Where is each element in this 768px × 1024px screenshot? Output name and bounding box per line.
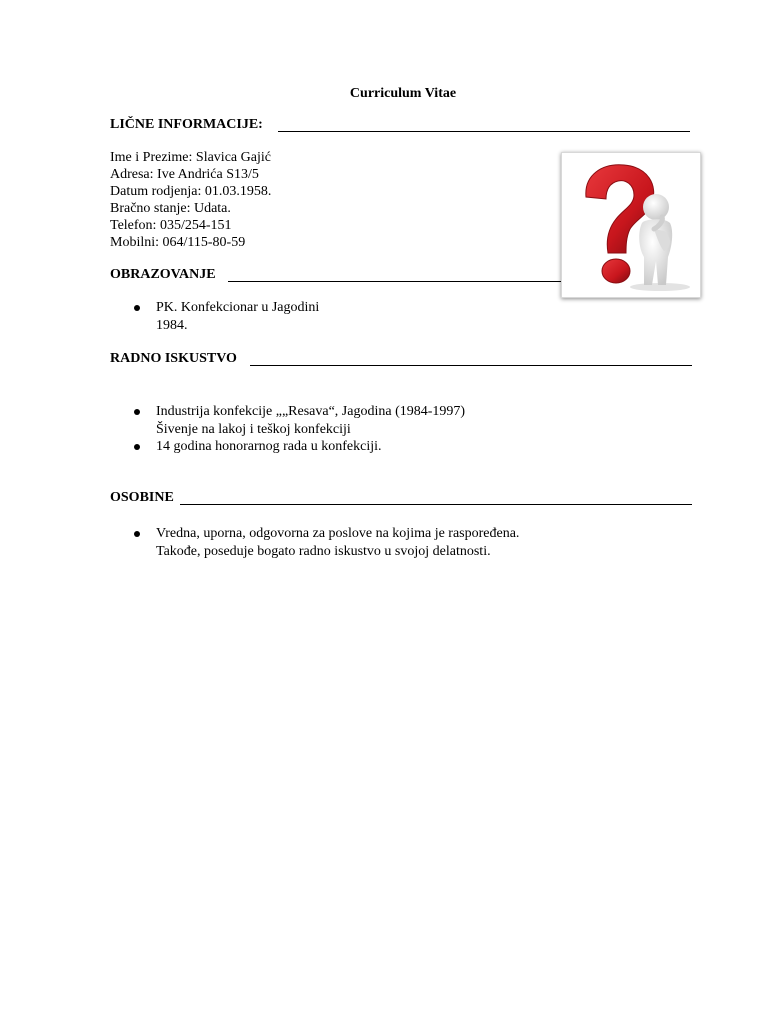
experience-employer: Industrija konfekcije „„Resava“, Jagodina (1984-1997) (156, 404, 466, 419)
experience-description: Šivenje na lakoj i teškoj konfekciji (156, 421, 351, 437)
bullet-icon (134, 305, 140, 311)
section-underline-personal (278, 131, 690, 132)
info-phone: Telefon: 035/254-151 (110, 218, 232, 233)
document-title: Curriculum Vitae (349, 86, 457, 101)
list-item (110, 403, 465, 438)
list-item (110, 299, 319, 334)
traits-line: Takođe, poseduje bogato radno iskustvo u svojoj delatnosti. (156, 543, 491, 559)
question-mark-figure-icon (568, 157, 696, 295)
personal-info-block (110, 149, 271, 251)
list-item (110, 525, 519, 560)
section-underline-education (228, 281, 561, 282)
section-heading-education: OBRAZOVANJE (110, 267, 216, 282)
section-heading-traits: OSOBINE (110, 490, 174, 505)
profile-photo (561, 152, 701, 298)
experience-freelance: 14 godina honorarnog rada u konfekciji. (156, 439, 382, 454)
info-mobile: Mobilni: 064/115-80-59 (110, 235, 246, 250)
traits-list (110, 525, 519, 560)
section-heading-personal: LIČNE INFORMACIJE: (110, 117, 263, 132)
education-year: 1984. (156, 317, 188, 333)
section-heading-experience: RADNO ISKUSTVO (110, 351, 237, 366)
list-item (110, 438, 465, 456)
info-birthdate: Datum rodjenja: 01.03.1958. (110, 184, 272, 199)
traits-line: Vredna, uporna, odgovorna za poslove na kojima je raspoređena. (156, 526, 520, 541)
info-name: Ime i Prezime: Slavica Gajić (110, 150, 271, 165)
info-address: Adresa: Ive Andrića S13/5 (110, 167, 259, 182)
bullet-icon (134, 444, 140, 450)
section-underline-experience (250, 365, 692, 366)
info-marital-status: Bračno stanje: Udata. (110, 201, 231, 216)
education-school: PK. Konfekcionar u Jagodini (156, 300, 320, 315)
section-underline-traits (180, 504, 692, 505)
bullet-icon (134, 531, 140, 537)
bullet-icon (134, 409, 140, 415)
education-list (110, 299, 319, 334)
experience-list (110, 403, 465, 456)
